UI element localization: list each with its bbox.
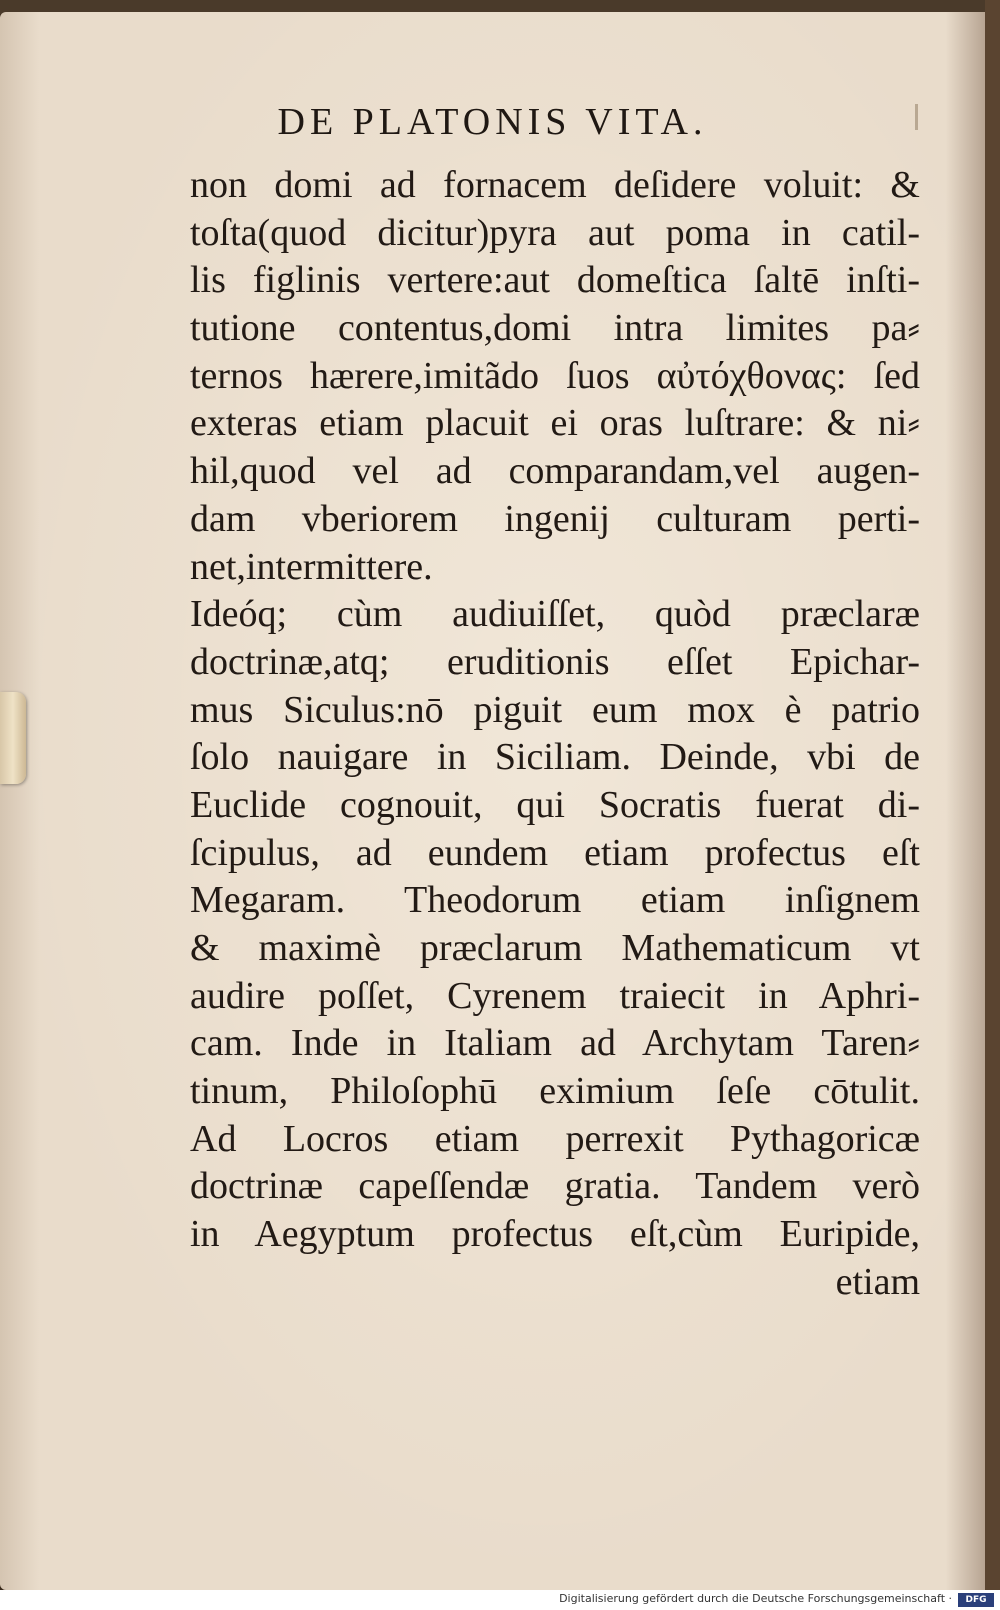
text-line: tutione contentus,domi intra limites pa⸗ [190, 307, 920, 350]
dfg-logo: DFG [958, 1593, 994, 1607]
text-line: hil,quod vel ad comparandam,vel augen- [190, 450, 920, 493]
text-line: ternos hærere,imitãdo ſuos αὐτόχθονας: ſed [190, 354, 920, 397]
book-clasp [0, 692, 26, 784]
text-line: doctrinæ capeſſendæ gratia. Tandem verò [190, 1165, 920, 1208]
book-page [0, 12, 985, 1590]
text-line: dam vberiorem ingenij culturam perti- [190, 497, 920, 540]
text-line: in Aegyptum profectus eſt,cùm Euripide, [190, 1213, 920, 1256]
text-line: audire poſſet, Cyrenem traiecit in Aphri- [190, 974, 920, 1017]
running-title: DE PLATONIS VITA. [277, 101, 708, 143]
text-line: ſolo nauigare in Siciliam. Deinde, vbi de [190, 736, 920, 779]
book-right-edge [985, 0, 1000, 1590]
text-line: & maximè præclarum Mathematicum vt [190, 927, 920, 969]
text-line: doctrinæ,atq; eruditionis eſſet Epichar- [190, 640, 920, 683]
text-line: net,intermittere. [190, 545, 433, 588]
text-line: mus Siculus:nō piguit eum mox è patrio [190, 688, 920, 731]
text-line: ſcipulus, ad eundem etiam profectus eſt [190, 831, 920, 874]
text-line: Megaram. Theodorum etiam inſignem [190, 879, 920, 922]
text-line: Ad Locros etiam perrexit Pythagoricæ [190, 1117, 920, 1160]
body-text [190, 162, 920, 1307]
page-mark [915, 104, 918, 130]
text-line: exteras etiam placuit ei oras luſtrare: & ni⸗ [190, 402, 920, 445]
text-line: tinum, Philoſophū eximium ſeſe cōtulit. [190, 1070, 920, 1113]
text-line: toſta(quod dicitur)pyra aut poma in catil- [190, 211, 920, 254]
footer-credit: Digitalisierung gefördert durch die Deutsche Forschungsgemeinschaft · [559, 1592, 952, 1605]
text-line: non domi ad fornacem deſidere voluit: & [190, 164, 920, 206]
text-line: Ideóq; cùm audiuiſſet, quòd præclaræ [190, 593, 920, 636]
footer-bar [0, 1590, 1000, 1610]
catchword: etiam [835, 1260, 920, 1303]
text-line: cam. Inde in Italiam ad Archytam Taren⸗ [190, 1022, 920, 1065]
text-line: lis figlinis vertere:aut domeſtica ſaltē inſti- [190, 259, 920, 302]
text-line: Euclide cognouit, qui Socratis fuerat di- [190, 783, 920, 826]
